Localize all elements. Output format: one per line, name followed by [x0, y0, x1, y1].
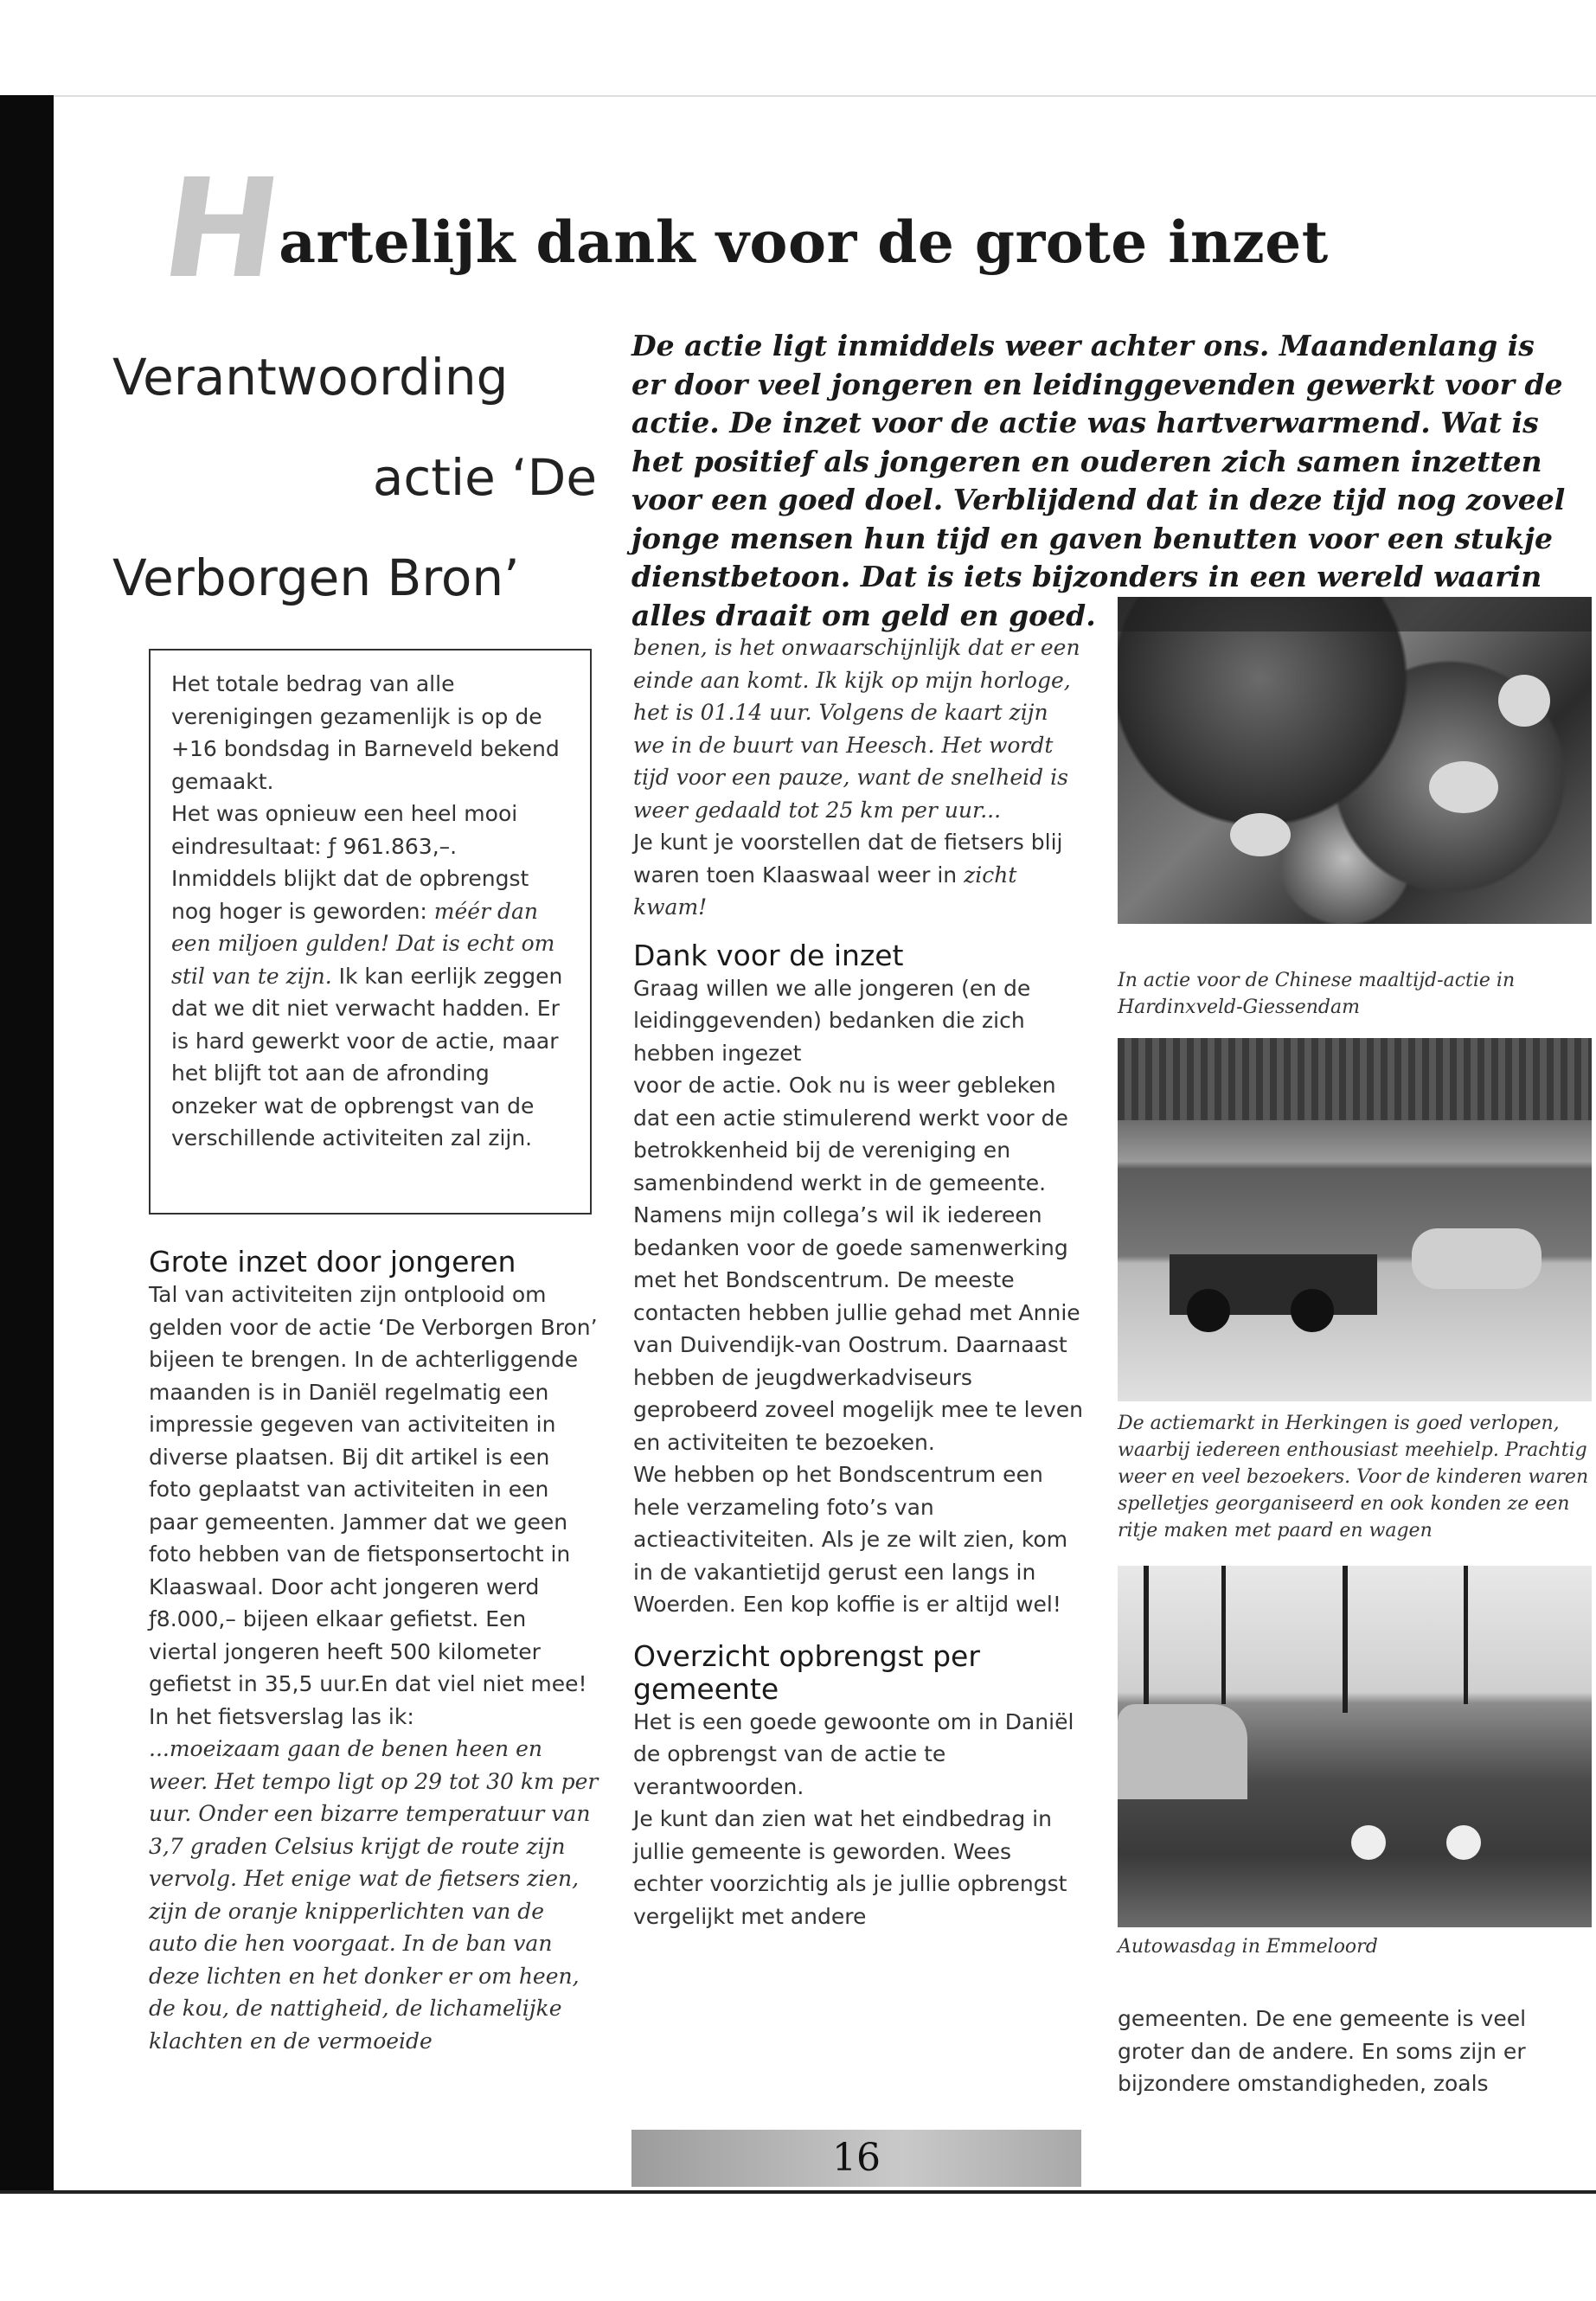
- col2-paragraph-1b: zicht kwam!: [633, 862, 1017, 920]
- col2-paragraph-5: We hebben op het Bondscentrum een hele verzameling foto’s van actieactiviteiten. Als je ze wilt zien, kom in de vakantietijd gerust een langs in Woerden. Een kop koffie is er altijd wel!: [633, 1462, 1068, 1617]
- box-paragraph-1: Het totale bedrag van alle verenigingen gezamenlijk is op de +16 bondsdag in Barneveld bekend gemaakt.: [171, 671, 560, 794]
- caption-photo-1: In actie voor de Chinese maaltijd-actie in Hardinxveld-Giessendam: [1118, 970, 1516, 1018]
- intro-paragraph: De actie ligt inmiddels weer achter ons. Maandenlang is er door veel jongeren en leidinggevenden gewerkt voor de actie. De inzet voor de actie was hartverwarmend. Wat is het positief als jongeren en ouderen zich samen inzetten voor een goed doel. Verblijdend dat in deze tijd nog zoveel jonge mensen hun tijd en gaven benutten voor een stukje dienstbetoon. Dat is iets bijzonders in een wereld waarin alles draait om geld en goed.: [631, 329, 1566, 632]
- headline-dropcap: H: [153, 150, 291, 309]
- photo-actiemarkt-herkingen: [1118, 1038, 1592, 1401]
- caption-photo-3: Autowasdag in Emmeloord: [1118, 1936, 1378, 1958]
- col2-paragraph-2: Graag willen we alle jongeren (en de leidinggevenden) bedanken die zich hebben ingezet: [633, 975, 1031, 1066]
- column-3: [1118, 2003, 1567, 2100]
- section-title-line-2: actie ‘De: [372, 448, 597, 507]
- col2-paragraph-4: Namens mijn collega’s wil ik iedereen bedanken voor de goede samenwerking met het Bondscentrum. De meeste contacten hebben jullie gehad met Annie van Duivendijk-van Oostrum. Daarnaast hebben de jeugdwerkadviseurs geprobeerd zoveel mogelijk mee te leven en activiteiten te bezoeken.: [633, 1202, 1083, 1455]
- heading-dank-voor-de-inzet: Dank voor de inzet: [633, 938, 904, 972]
- col2-paragraph-1a: Je kunt je voorstellen dat de fietsers blij waren toen Klaaswaal weer in: [633, 830, 1063, 888]
- photo-autowasdag-emmeloord: [1118, 1566, 1592, 1927]
- box-paragraph-2: Het was opnieuw een heel mooi eindresultaat: ƒ 961.863,–.: [171, 801, 518, 859]
- col3-paragraph: gemeenten. De ene gemeente is veel groter dan de andere. En soms zijn er bijzondere omstandigheden, zoals: [1118, 2006, 1527, 2096]
- column-1: [149, 1246, 599, 2057]
- box-paragraph-3: [171, 862, 569, 1155]
- headline-text: artelijk dank voor de grote inzet: [279, 208, 1329, 276]
- col1-paragraph: Tal van activiteiten zijn ontplooid om gelden voor de actie ‘De Verborgen Bron’ bijeen te brengen. In de achterliggende maanden is in Daniël regelmatig een impressie gegeven van activiteiten in diverse plaatsen. Bij dit artikel is een foto geplaatst van activiteiten in een paar gemeenten. Jammer dat we geen foto hebben van de fietsponsertocht in Klaaswaal. Door acht jongeren werd ƒ8.000,– bijeen elkaar gefietst. Een viertal jongeren heeft 500 kilometer gefietst in 35,5 uur.En dat viel niet mee! In het fietsverslag las ik:: [149, 1282, 598, 1729]
- column-2: [633, 631, 1083, 1932]
- box-paragraph-3c: Ik kan eerlijk zeggen dat we dit niet verwacht hadden. Er is hard gewerkt voor de actie, maar het blijft tot aan de afronding onzeker wat de opbrengst van de verschillende activiteiten zal zijn.: [171, 963, 563, 1150]
- col2-paragraph-7: Je kunt dan zien wat het eindbedrag in jullie gemeente is geworden. Wees echter voorzichtig als je jullie opbrengst vergelijkt met andere: [633, 1806, 1067, 1929]
- summary-box: [149, 649, 592, 1215]
- section-title-line-3: Verborgen Bron’: [112, 548, 520, 607]
- col2-paragraph-1: [633, 826, 1083, 924]
- box-emphasis: méér dan een miljoen gulden! Dat is echt om stil van te zijn.: [171, 898, 555, 989]
- heading-overzicht-opbrengst: Overzicht opbrengst per gemeente: [633, 1638, 980, 1706]
- photo-chinese-maaltijd: [1118, 597, 1592, 924]
- top-rule: [54, 95, 1596, 97]
- bottom-rule: [0, 2190, 1596, 2194]
- page-number: 16: [631, 2130, 1081, 2187]
- col2-paragraph-3: voor de actie. Ook nu is weer gebleken dat een actie stimulerend werkt voor de betrokkenheid bij de vereniging en samenbindend werkt in de gemeente.: [633, 1073, 1068, 1195]
- section-title-line-1: Verantwoording: [112, 348, 509, 407]
- heading-grote-inzet: Grote inzet door jongeren: [149, 1245, 516, 1279]
- section-title: [112, 327, 597, 628]
- box-paragraph-3a: Inmiddels blijkt dat de opbrengst nog hoger is geworden:: [171, 866, 529, 924]
- left-black-bar: [0, 95, 54, 2193]
- headline: [153, 150, 1329, 309]
- col2-quote: benen, is het onwaarschijnlijk dat er een einde aan komt. Ik kijk op mijn horloge, het is 01.14 uur. Volgens de kaart zijn we in de buurt van Heesch. Het wordt tijd voor een pauze, want de snelheid is weer gedaald tot 25 km per uur...: [633, 635, 1080, 823]
- caption-photo-2: De actiemarkt in Herkingen is goed verlopen, waarbij iedereen enthousiast meehielp. Prachtig weer en veel bezoekers. Voor de kinderen waren spelletjes georganiseerd en ook konden ze een ritje maken met paard en wagen: [1118, 1413, 1589, 1541]
- col1-quote: ...moeizaam gaan de benen heen en weer. Het tempo ligt op 29 tot 30 km per uur. Onder een bizarre temperatuur van 3,7 graden Celsius krijgt de route zijn vervolg. Het enige wat de fietsers zien, zijn de oranje knipperlichten van de auto die hen voorgaat. In de ban van deze lichten en het donker er om heen, de kou, de nattigheid, de lichamelijke klachten en de vermoeide: [149, 1736, 599, 2054]
- col2-paragraph-6: Het is een goede gewoonte om in Daniël de opbrengst van de actie te verantwoorden.: [633, 1708, 1074, 1799]
